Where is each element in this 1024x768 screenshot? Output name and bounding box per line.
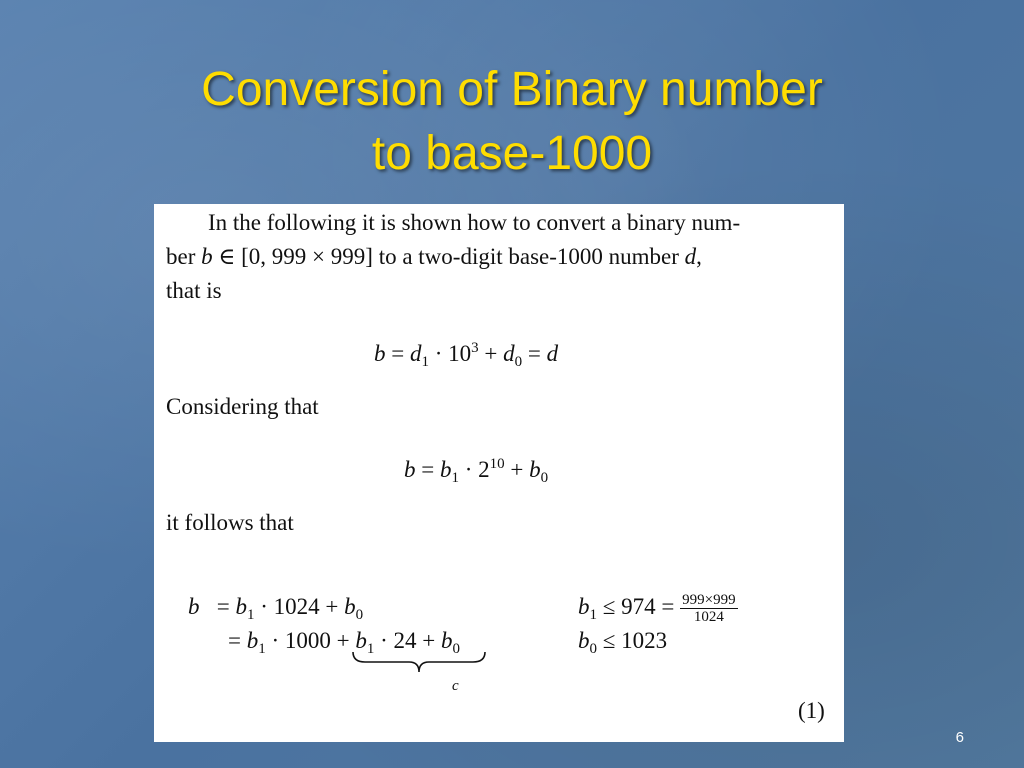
underbrace-term: $b_1 \cdot 24 + b_0$ (355, 628, 460, 658)
fraction-numerator: 999×999 (682, 592, 736, 608)
intro-line-2-pre: ber (166, 244, 202, 269)
intro-paragraph (166, 206, 834, 308)
content-panel (154, 204, 844, 742)
var-b: b (201, 244, 213, 269)
intro-line-2-mid: ∈ [0, 999 × 999] to a two-digit base-1000 number (212, 244, 685, 269)
equation-line-2: = $b_1 \cdot 1000 + b_1 \cdot 24 + b_0$ (228, 628, 460, 658)
intro-line-3: that is (166, 278, 222, 303)
fraction (680, 592, 737, 625)
bound-b1: $b_1 \le 974$ = $\frac{999\times 999}{1024}$ (578, 592, 736, 625)
underbrace-icon (351, 650, 487, 674)
bound-b0: $b_0 \le 1023$ (578, 628, 668, 657)
var-d: d (684, 244, 697, 269)
considering-text: Considering that (166, 394, 319, 419)
slide-title (0, 58, 1024, 186)
equation-number: (1) (798, 698, 825, 723)
follows-text: it follows that (166, 510, 294, 535)
intro-line-1: In the following it is shown how to convert a binary num- (208, 210, 741, 235)
page-number: 6 (955, 729, 964, 746)
equation-line-1: $b = b_1 \cdot 1024 + b_0$ (188, 594, 364, 623)
equation-b-binary: $b = b_1 \cdot 2^{10} + b_0$ (404, 456, 549, 486)
underbrace-label: c (452, 678, 459, 694)
equation-b-equals-d: $b = d_1 \cdot 10^3 + d_0 = d$ (374, 340, 559, 370)
title-line-2: to base-1000 (371, 127, 653, 180)
fraction-denominator: 1024 (693, 609, 724, 625)
title-line-1: Conversion of Binary number (201, 63, 823, 116)
intro-line-2-post: , (696, 244, 702, 269)
